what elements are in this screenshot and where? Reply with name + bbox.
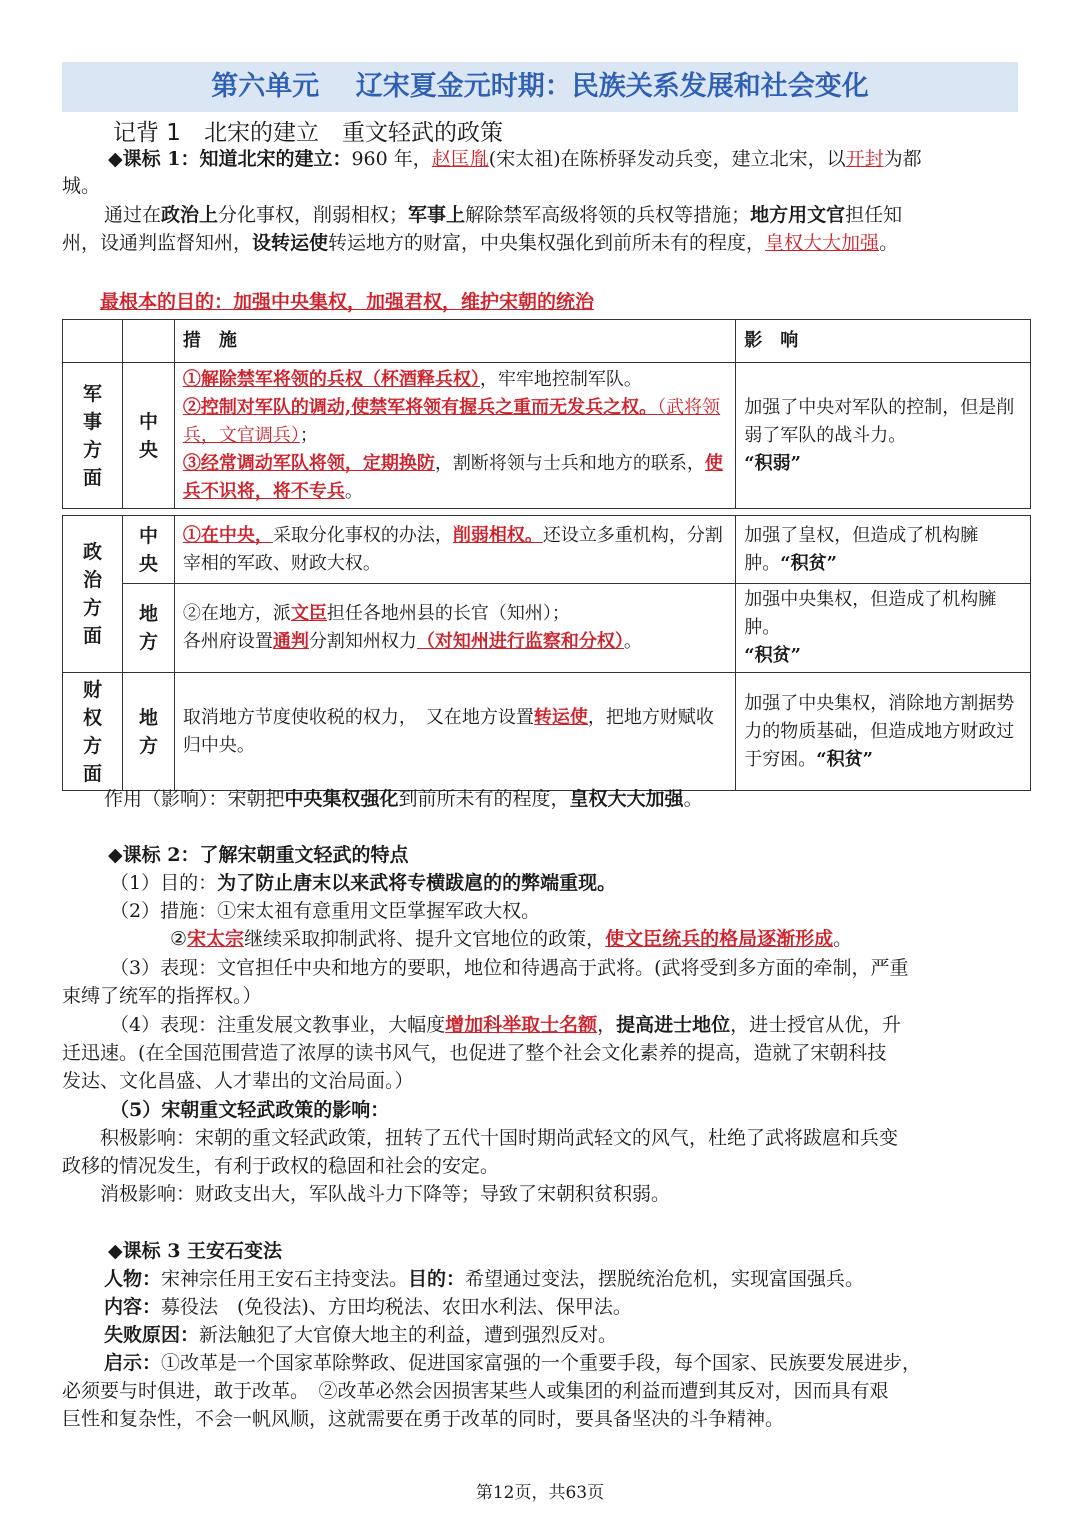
category-politics: 政治方面 [63,516,123,673]
eff-e: 。 [683,788,703,810]
pol-m2-c: 各州府设置 [182,631,273,652]
pol-m2-e: 。 [623,631,642,652]
p2-line-1 [104,202,902,229]
politics-local-measures [174,584,735,673]
table-row-politics-central [63,516,1031,584]
p2-line-2 [62,230,898,257]
pol-effect2-tag: “积贫” [744,645,801,666]
pol-effect1-text: 加强了皇权，但造成了机构臃肿。 [744,524,979,574]
pol-m1-b: 还设立多重机构，分割宰相的军政、财政大权。 [182,524,723,574]
header-blank-1 [63,320,123,363]
mil-m2-end: ； [299,424,318,446]
p2-e: 担任知 [845,204,903,226]
table-header-row [63,320,1031,363]
k3-insight-3: 巨性和复杂性，不会一帆风顺，这就需要在勇于改革的同时，要具备坚决的斗争精神。 [62,1408,785,1430]
gap-cell [63,509,1031,516]
fundamental-goal: 最根本的目的：加强中央集权，加强君权，维护宋朝的统治 [100,291,595,313]
k2-l6-b: ， [597,1014,617,1036]
pol-m2-d: 分割知州权力 [308,631,417,652]
pol-m2-a: ②在地方，派 [182,603,291,624]
k2-l3-b: 继续采取抑制武将、提升文官地位的政策， [244,928,606,950]
pol-m1: 采取分化事权的办法， [272,524,453,546]
k2-l1-a: （1）目的： [110,872,218,894]
k2-l6-c: ，进士授官从优，升 [730,1014,902,1036]
mil-m3-end: 。 [344,480,363,502]
k2-line-3 [170,926,852,953]
k1-text-b: (宋太祖)在陈桥驿发动兵变，建立北宋，以 [488,148,846,170]
sub-central: 中央 [122,363,174,509]
unit-title-banner: 第六单元 辽宋夏金元时期：民族关系发展和社会变化 [62,62,1018,112]
k2-l6-red: 增加科举取士名额 [445,1014,598,1036]
k3-c-label: 内容： [104,1296,162,1318]
fin-m-b: ，把地方财赋收归中央。 [182,706,714,756]
pol-m2-red: 文臣 [290,603,327,624]
fin-m-a: 取消地方节度使收税的权力， 又在地方设置 [182,706,534,728]
k2-line-10: 积极影响：宋朝的重文轻武政策，扭转了五代十国时期尚武轻文的风气，杜绝了武将跋扈和兵变 [100,1127,899,1149]
pol-effect2-text: 加强中央集权，但造成了机构臃肿。 [744,589,997,638]
k2-l1-b: 为了防止唐末以来武将专横跋扈的的弊端重现。 [217,872,617,894]
k2-l3-c: 。 [833,928,853,950]
page-number: 第12页，共63页 [475,1483,605,1503]
effect-summary [104,786,703,813]
fin-effect-text: 加强了中央集权，消除地方割据势力的物质基础，但造成地方财政过于穷困。 [744,692,1015,770]
eff-b: 中央集权强化 [284,788,399,810]
politics-local-effect [736,584,1031,673]
p2-h: 。 [879,232,899,254]
k3-i-label: 启示： [104,1352,162,1374]
p2-f: 州，设通判监督知州， [62,232,253,254]
p2-g: 转运地方的财富，中央集权强化到前所未有的程度， [328,232,766,254]
pol-m2-b: 担任各地州县的长官（知州）； [326,603,570,624]
finance-effect [736,673,1031,791]
mil-m3: ，割断将领与士兵和地方的联系， [434,452,705,474]
p2-b4: 设转运使 [252,232,329,254]
k2-l3-a: ② [170,928,188,950]
k3-f-text: 新法触犯了大官僚大地主的利益，遭到强烈反对。 [199,1324,618,1346]
k3-g-text: 希望通过变法，摆脱统治危机，实现富国强兵。 [465,1268,865,1290]
sub-local-finance: 地方 [122,673,174,791]
k3-content [104,1294,632,1321]
eff-d: 皇权大大加强 [569,788,684,810]
p2-a: 通过在 [104,204,162,226]
finance-measures [174,673,735,791]
k2-line-6 [110,1012,901,1039]
table-gap [63,509,1031,516]
p2-red: 皇权大大加强 [765,232,880,254]
pol-m2-red2: 通判 [272,631,309,652]
mil-m3-red: ③经常调动军队将领，定期换防 [182,452,435,474]
k2-line-11: 政移的情况发生，有利于政权的稳固和社会的安定。 [62,1155,500,1177]
fin-m-red: 转运使 [533,706,588,728]
table-row-military [63,363,1031,509]
k2-line-1 [110,870,616,897]
mil-m1-red: ①解除禁军将领的兵权（杯酒释兵权） [182,368,480,390]
p2-b1: 政治上 [161,204,219,226]
k2-l6-a: （4）表现：注重发展文教事业，大幅度 [110,1014,446,1036]
k2-l3-red1: 宋太宗 [187,928,245,950]
k3-insight [104,1350,921,1377]
mil-m3-red2: 使兵不识将，将不专兵 [182,452,723,502]
k3-c-text: 募役法 (免役法)、方田均税法、农田水利法、保甲法。 [161,1296,632,1318]
k2-line-4: （3）表现：文官担任中央和地方的要职，地位和待遇高于武将。(武将受到多方面的牵制，严重 [110,957,909,979]
k3-p-label: 人物： [104,1268,162,1290]
k1-label: ◆课标 1：知道北宋的建立： [108,148,352,170]
pol-m1-red2: 削弱相权。 [452,524,543,546]
military-measures [174,363,735,509]
pol-m1-red: ①在中央， [182,524,273,546]
k2-line-5: 束缚了统军的指挥权。） [62,985,262,1007]
table-row-finance [63,673,1031,791]
k1-text-c: 为都 [883,148,922,170]
mil-m2-red: ②控制对军队的调动,使禁军将领有握兵之重而无发兵之权。 [182,396,658,418]
pol-effect1-tag: “积贫” [780,552,837,574]
k1-line [108,146,922,173]
k2-line-8: 发达、文化昌盛、人才辈出的文治局面。） [62,1070,414,1092]
header-measures: 措 施 [174,320,735,363]
k1-founder: 赵匡胤 [431,148,489,170]
eff-a: 作用（影响）：宋朝把 [104,788,285,810]
k3-title: ◆课标 3 王安石变法 [108,1240,283,1262]
category-finance: 财权方面 [63,673,123,791]
k1-text-a: 960 年， [351,148,432,170]
k1-capital: 开封 [845,148,884,170]
pol-m2-red3: （对知州进行监察和分权） [416,631,624,652]
p2-d: 解除禁军高级将领的兵权等措施； [465,204,751,226]
k2-line-7: 迁迅速。(在全国范围营造了浓厚的读书风气，也促进了整个社会文化素养的提高，造就了宋朝科技 [62,1042,887,1064]
sub-central-politics: 中央 [122,516,174,584]
section-heading: 记背 1 北宋的建立 重文轻武的政策 [113,120,503,146]
header-blank-2 [122,320,174,363]
fin-effect-tag: “积贫” [816,748,873,770]
k3-f-label: 失败原因： [104,1324,200,1346]
k3-insight-2: 必须要与时俱进，敢于改革。 ②改革必然会因损害某些人或集团的利益而遭到其反对，因而具有艰 [62,1380,889,1402]
k2-title: ◆课标 2：了解宋朝重文轻武的特点 [108,844,409,866]
measures-table [62,319,1031,791]
k3-failure [104,1322,617,1349]
sub-local-politics: 地方 [122,584,174,673]
politics-central-effect [736,516,1031,584]
k2-line-12: 消极影响：财政支出大，军队战斗力下降等；导致了宋朝积贫积弱。 [100,1183,671,1205]
k2-l6-bold: 提高进士地位 [616,1014,731,1036]
category-military: 军事方面 [63,363,123,509]
k2-l3-red2: 使文臣统兵的格局逐渐形成 [605,928,834,950]
p2-c: 分化事权，削弱相权； [218,204,409,226]
k2-line-9: （5）宋朝重文轻武政策的影响： [110,1099,390,1121]
mil-effect-tag: “积弱” [744,452,801,474]
k1-line-2: 城。 [62,175,101,197]
k3-person [104,1266,864,1293]
k3-i-text: ①改革是一个国家革除弊政、促进国家富强的一个重要手段，每个国家、民族要发展进步， [161,1352,922,1374]
mil-effect-text: 加强了中央对军队的控制，但是削弱了军队的战斗力。 [744,396,1015,446]
p2-b3: 地方用文官 [750,204,846,226]
military-effect [736,363,1031,509]
eff-c: 到前所未有的程度， [398,788,570,810]
k3-g-label: 目的： [408,1268,466,1290]
header-effects: 影 响 [736,320,1031,363]
k2-line-2: （2）措施：①宋太祖有意重用文臣掌握军政大权。 [110,900,541,922]
politics-central-measures [174,516,735,584]
mil-m2-paren: （武将领兵，文官调兵） [182,396,721,446]
p2-b2: 军事上 [408,204,466,226]
table-row-politics-local [63,584,1031,673]
mil-m1: ，牢牢地控制军队。 [479,368,642,390]
k3-p-text: 宋神宗任用王安石主持变法。 [161,1268,409,1290]
